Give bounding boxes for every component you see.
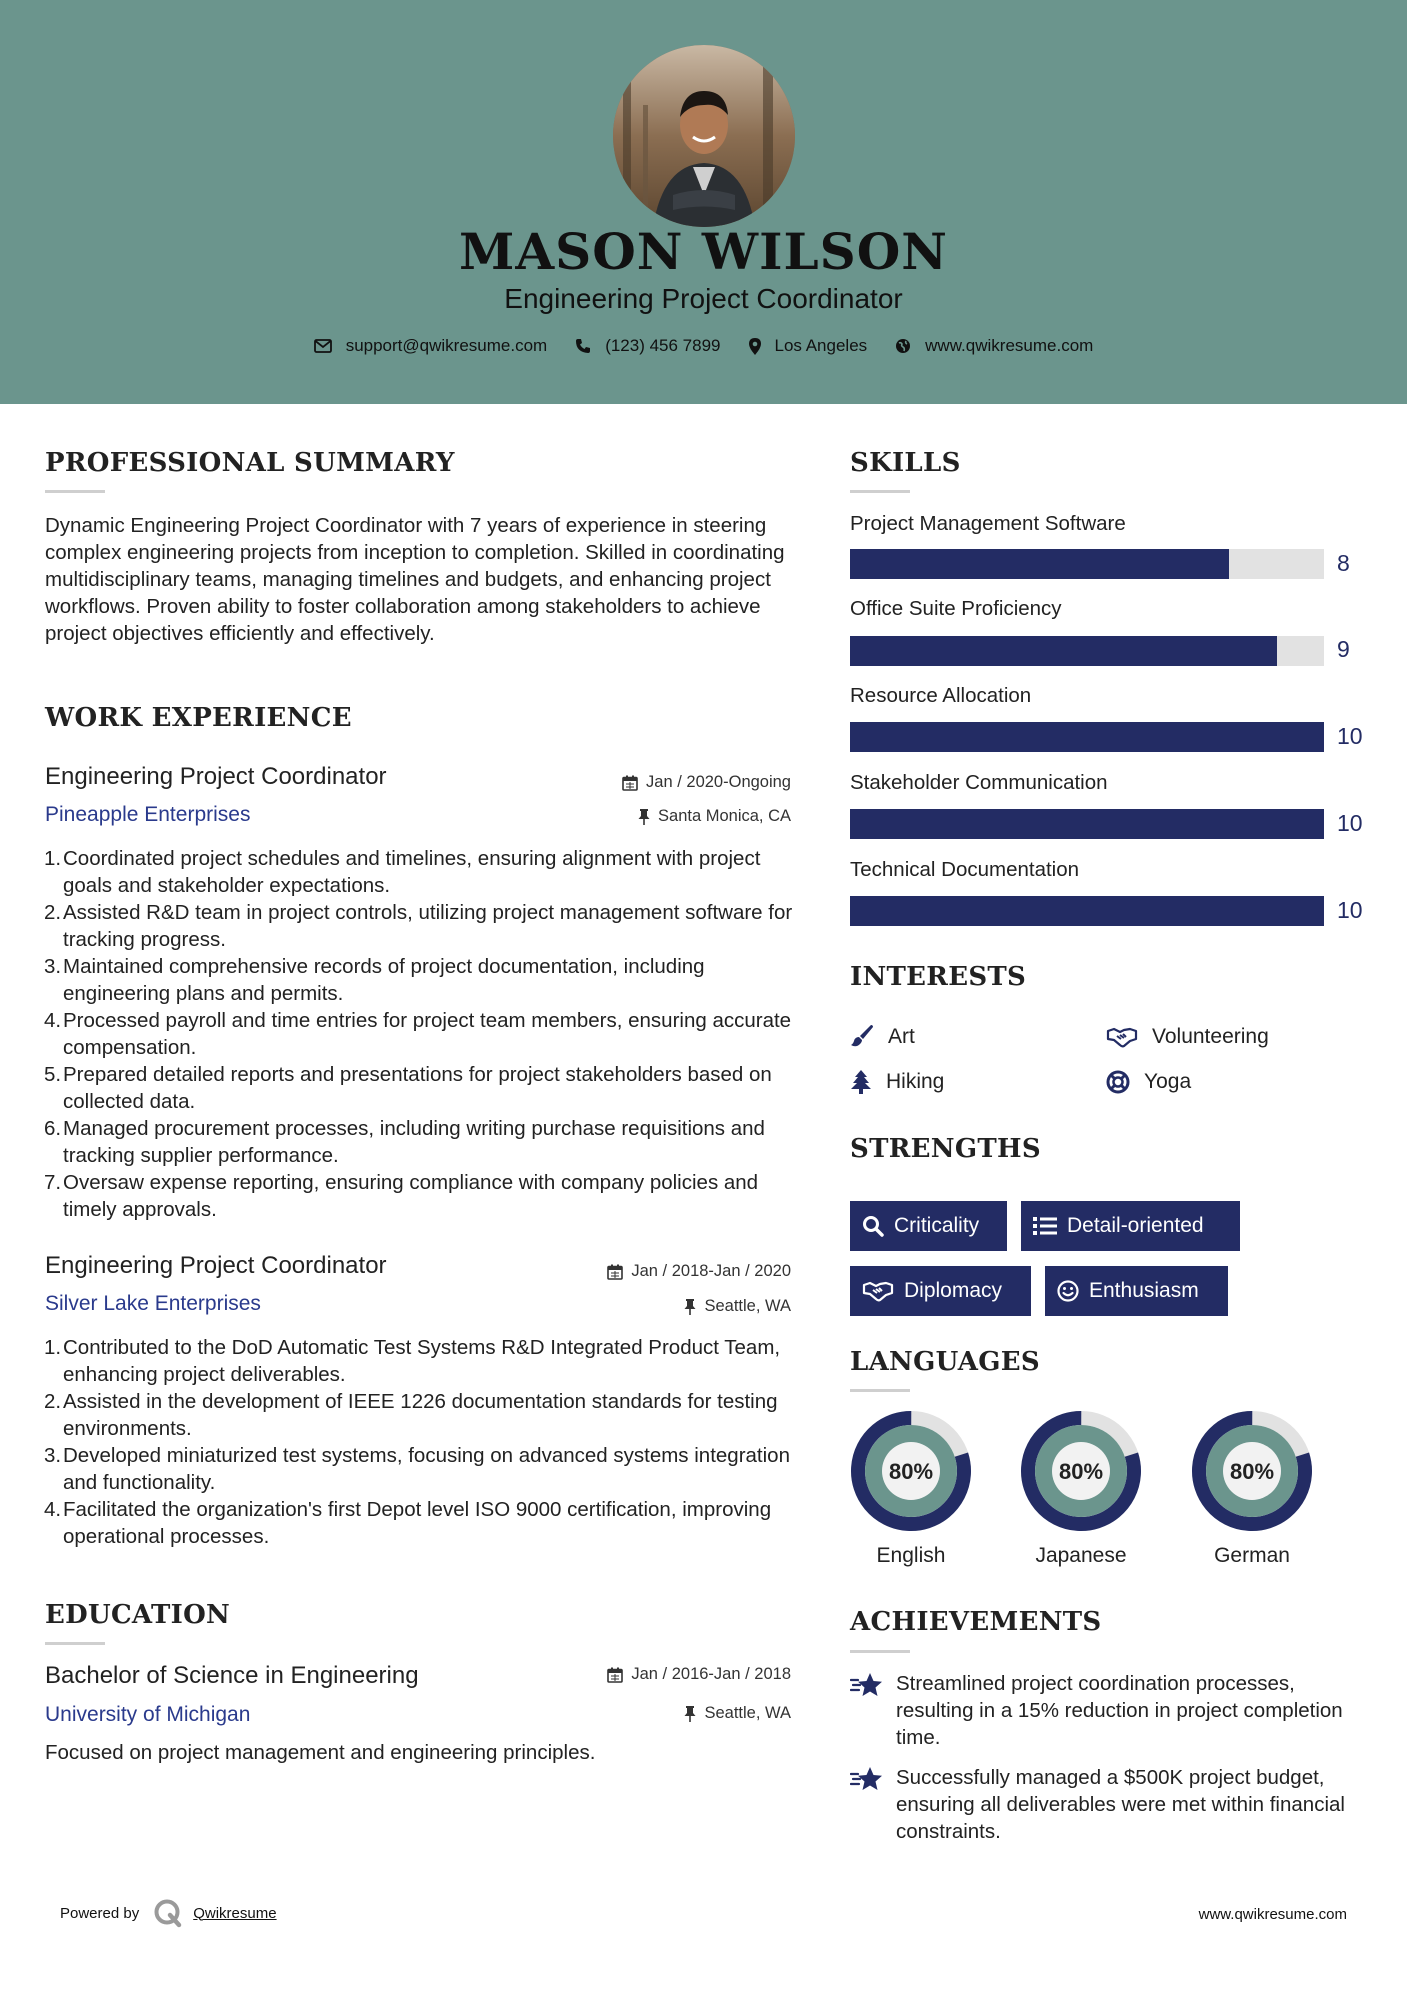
qwikresume-link[interactable]: Qwikresume: [193, 1904, 277, 1922]
achievement-text: Streamlined project coordination processes, resulting in a 15% reduction in project completion time.: [896, 1672, 1343, 1749]
skill-label: Project Management Software: [850, 512, 1126, 535]
contact-email-text: support@qwikresume.com: [345, 336, 548, 355]
job-1-dates-text: Jan / 2020-Ongoing: [646, 773, 791, 791]
education-degree: Bachelor of Science in Engineering: [45, 1662, 419, 1689]
job-2-title: Engineering Project Coordinator: [45, 1252, 387, 1279]
calendar-icon: [607, 1667, 623, 1683]
lifering-icon: [1106, 1070, 1130, 1094]
language-gauge-japanese: [1018, 1408, 1144, 1539]
job-2-company: Silver Lake Enterprises: [45, 1292, 261, 1315]
list-item: 6. Managed procurement processes, including writing purchase requisitions and tracking supplier performance.: [44, 1117, 765, 1167]
strength-tag-diplomacy: [850, 1266, 1031, 1316]
skill-value: 10: [1337, 810, 1363, 836]
list-item: 2. Assisted in the development of IEEE 1226 documentation standards for testing environments.: [44, 1390, 778, 1440]
header-banner: [0, 0, 1407, 404]
language-name: German: [1214, 1544, 1290, 1567]
skill-bar-fill: [850, 549, 1229, 579]
contact-phone[interactable]: [575, 336, 720, 356]
job-2-dates-text: Jan / 2018-Jan / 2020: [631, 1262, 791, 1280]
tree-icon: [850, 1070, 872, 1094]
footer-powered-by: [60, 1898, 277, 1928]
skill-value: 10: [1337, 723, 1363, 749]
gauge-label: 80%: [888, 1459, 934, 1484]
powered-by-text: Powered by: [60, 1904, 140, 1922]
gauge-label: 80%: [1229, 1459, 1275, 1484]
job-2-duties: [45, 1334, 795, 1550]
languages-heading: LANGUAGES: [850, 1347, 1040, 1377]
skill-value: 8: [1337, 550, 1350, 576]
contact-location: [749, 336, 868, 356]
job-2-location-text: Seattle, WA: [704, 1297, 791, 1315]
list-item: 7. Oversaw expense reporting, ensuring compliance with company policies and timely approvals.: [44, 1171, 759, 1221]
interest-label: Hiking: [886, 1070, 945, 1093]
skill-value: 9: [1337, 636, 1350, 662]
footer-website[interactable]: www.qwikresume.com: [1198, 1906, 1347, 1923]
calendar-icon: [622, 775, 638, 791]
smile-icon: [1057, 1280, 1079, 1302]
education-location: [500, 1704, 791, 1723]
education-dates-text: Jan / 2016-Jan / 2018: [631, 1665, 791, 1683]
experience-heading: WORK EXPERIENCE: [45, 703, 352, 733]
pushpin-icon: [684, 1299, 696, 1315]
achievement-item: [850, 1764, 1370, 1845]
education-dates: [500, 1665, 791, 1684]
skills-divider: [850, 490, 910, 493]
list-item: 3. Developed miniaturized test systems, focusing on advanced systems integration and functionality.: [44, 1444, 790, 1494]
summary-heading: PROFESSIONAL SUMMARY: [45, 448, 455, 478]
strength-label: Detail-oriented: [1067, 1214, 1204, 1237]
achievement-item: [850, 1670, 1370, 1751]
skill-label: Stakeholder Communication: [850, 771, 1108, 794]
list-item: 4. Processed payroll and time entries for project team members, ensuring accurate compensation.: [44, 1009, 792, 1059]
education-school: University of Michigan: [45, 1703, 251, 1726]
qwikresume-logo-icon: [153, 1898, 183, 1928]
summary-divider: [45, 490, 105, 493]
summary-text: Dynamic Engineering Project Coordinator with 7 years of experience in steering complex engineering projects from inception to completion. Skilled in coordinating multidisciplinary teams, managing timelines and budgets, and enhancing project workflows. Proven ability to foster collaboration among stakeholders to achieve project objectives efficiently and effectively.: [45, 514, 785, 645]
interest-art: [850, 1025, 915, 1049]
list-item: 5. Prepared detailed reports and presentations for project stakeholders based on collected data.: [44, 1063, 772, 1113]
job-1-location: [500, 807, 791, 826]
list-icon: [1033, 1216, 1057, 1236]
education-heading: EDUCATION: [45, 1600, 231, 1630]
gauge-label: 80%: [1058, 1459, 1104, 1484]
job-1-duties: [45, 845, 795, 1223]
job-1-location-text: Santa Monica, CA: [658, 807, 791, 825]
envelope-icon: [314, 339, 332, 353]
search-icon: [862, 1215, 884, 1237]
achievements-divider: [850, 1650, 910, 1653]
handshake-icon: [1106, 1026, 1138, 1048]
language-gauge-english: [848, 1408, 974, 1539]
job-1-title: Engineering Project Coordinator: [45, 763, 387, 790]
job-2-dates: [500, 1262, 791, 1281]
skill-value: 10: [1337, 897, 1363, 923]
skill-bar: [850, 549, 1324, 579]
strength-tag-criticality: [850, 1201, 1007, 1251]
list-item: 1. Contributed to the DoD Automatic Test Systems R&D Integrated Product Team, enhancing project deliverables.: [44, 1336, 781, 1386]
interest-volunteering: [1106, 1025, 1269, 1049]
skill-label: Office Suite Proficiency: [850, 597, 1062, 620]
skill-bar: [850, 636, 1324, 666]
paintbrush-icon: [850, 1025, 874, 1049]
skills-heading: SKILLS: [850, 448, 961, 478]
handshake-icon: [862, 1280, 894, 1302]
language-name: English: [876, 1544, 946, 1567]
education-location-text: Seattle, WA: [704, 1704, 791, 1722]
strength-label: Criticality: [894, 1214, 980, 1237]
strength-tag-detail-oriented: [1021, 1201, 1240, 1251]
interest-yoga: [1106, 1070, 1191, 1094]
skill-bar: [850, 809, 1324, 839]
interest-hiking: [850, 1070, 944, 1094]
list-item: 4. Facilitated the organization's first Depot level ISO 9000 certification, improving operational processes.: [44, 1498, 772, 1548]
education-note: Focused on project management and engineering principles.: [45, 1741, 596, 1764]
list-item: 3. Maintained comprehensive records of project documentation, including engineering plans and permits.: [44, 955, 705, 1005]
calendar-icon: [607, 1264, 623, 1280]
phone-icon: [575, 338, 591, 354]
candidate-name: MASON WILSON: [459, 222, 948, 281]
interest-label: Volunteering: [1152, 1025, 1269, 1048]
strengths-heading: STRENGTHS: [850, 1134, 1041, 1164]
skill-bar-fill: [850, 636, 1277, 666]
skill-bar-fill: [850, 722, 1324, 752]
globe-icon: [895, 338, 911, 354]
interests-heading: INTERESTS: [850, 962, 1027, 992]
job-2-location: [500, 1297, 791, 1316]
skill-bar: [850, 896, 1324, 926]
achievements-heading: ACHIEVEMENTS: [850, 1607, 1102, 1637]
job-1-company: Pineapple Enterprises: [45, 803, 251, 826]
star-icon: [850, 1766, 884, 1794]
strength-label: Enthusiasm: [1089, 1279, 1199, 1302]
contact-website-text: www.qwikresume.com: [925, 336, 1094, 355]
star-icon: [850, 1672, 884, 1700]
job-1-dates: [500, 773, 791, 792]
achievement-text: Successfully managed a $500K project budget, ensuring all deliverables were met within financial constraints.: [896, 1766, 1345, 1843]
skill-bar-fill: [850, 896, 1324, 926]
education-divider: [45, 1642, 105, 1645]
avatar: [613, 45, 795, 227]
map-marker-icon: [749, 338, 761, 355]
strength-label: Diplomacy: [904, 1279, 1003, 1302]
skill-label: Technical Documentation: [850, 858, 1080, 881]
contact-website[interactable]: [895, 336, 1093, 356]
languages-divider: [850, 1389, 910, 1392]
list-item: 1. Coordinated project schedules and timelines, ensuring alignment with project goals and stakeholder expectations.: [44, 847, 761, 897]
contact-phone-text: (123) 456 7899: [605, 336, 721, 355]
skill-label: Resource Allocation: [850, 684, 1032, 707]
interest-label: Art: [888, 1025, 915, 1048]
pushpin-icon: [684, 1706, 696, 1722]
pushpin-icon: [638, 809, 650, 825]
list-item: 2. Assisted R&D team in project controls, utilizing project management software for tracking progress.: [44, 901, 793, 951]
strength-tag-enthusiasm: [1045, 1266, 1228, 1316]
language-name: Japanese: [1035, 1544, 1127, 1567]
contact-email[interactable]: [314, 336, 548, 356]
interest-label: Yoga: [1144, 1070, 1192, 1093]
contact-location-text: Los Angeles: [774, 336, 868, 355]
language-gauge-german: [1189, 1408, 1315, 1539]
contact-bar: [0, 336, 1407, 356]
skill-bar-fill: [850, 809, 1324, 839]
skill-bar: [850, 722, 1324, 752]
candidate-title: Engineering Project Coordinator: [504, 283, 903, 314]
